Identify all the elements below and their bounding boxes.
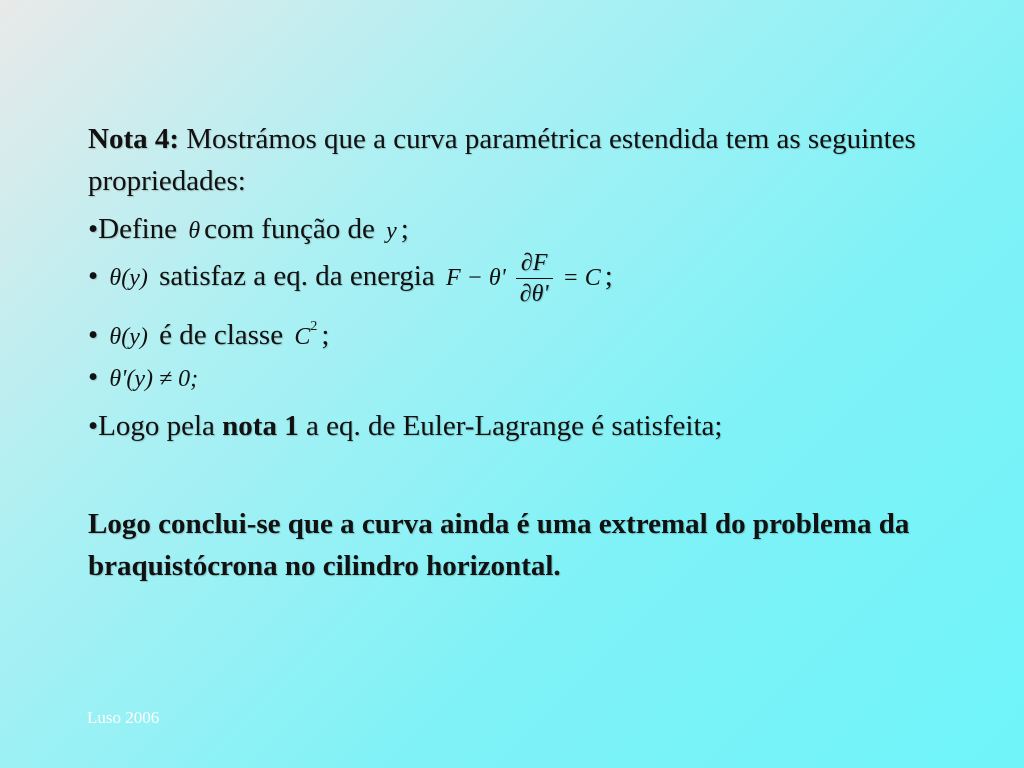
class-c-symbol bbox=[294, 319, 318, 350]
bullet-energy-dot: • bbox=[88, 260, 99, 293]
class-c-letter: C bbox=[294, 324, 311, 350]
bullet-derivative bbox=[88, 356, 948, 400]
bullet-class-semicolon: ; bbox=[321, 319, 330, 351]
footer-text: Luso 2006 bbox=[87, 708, 160, 727]
theta-prime-nonzero: θ'(y) ≠ 0; bbox=[109, 366, 199, 392]
bullet-define-mid: com função de bbox=[204, 213, 375, 245]
nota1-reference: nota 1 bbox=[222, 410, 299, 442]
bullet-energy-semicolon: ; bbox=[604, 260, 613, 293]
bullet-define bbox=[88, 208, 948, 252]
theta-symbol: θ bbox=[188, 218, 201, 244]
bullet-class bbox=[88, 306, 948, 358]
energy-lhs: F − θ' bbox=[445, 265, 506, 292]
class-exponent: 2 bbox=[310, 319, 318, 334]
bullet-euler-pre: •Logo pela bbox=[88, 410, 215, 442]
bullet-euler-post: a eq. de Euler-Lagrange é satisfeita; bbox=[305, 410, 723, 442]
nota4-label: Nota 4: bbox=[88, 123, 180, 155]
bullet-class-dot: • bbox=[88, 319, 99, 351]
theta-of-y-class: θ(y) bbox=[109, 324, 148, 350]
theta-of-y: θ(y) bbox=[109, 265, 148, 292]
energy-rhs: = C bbox=[562, 265, 601, 292]
fraction-denominator: ∂θ' bbox=[519, 281, 549, 307]
bullet-define-pre: •Define bbox=[88, 213, 178, 245]
fraction-numerator: ∂F bbox=[516, 250, 553, 279]
bullet-energy bbox=[88, 250, 948, 307]
y-symbol: y bbox=[386, 218, 397, 244]
conclusion-text: Logo conclui-se que a curva ainda é uma extremal do problema da braquistócrona no cilindro horizontal. bbox=[88, 508, 910, 582]
bullet-derivative-dot: • bbox=[88, 361, 99, 393]
nota4-paragraph bbox=[88, 118, 948, 202]
bullet-energy-text: satisfaz a eq. da energia bbox=[159, 260, 435, 293]
bullet-define-semicolon: ; bbox=[400, 213, 409, 245]
partial-fraction bbox=[516, 250, 553, 307]
bullet-euler-lagrange bbox=[88, 405, 948, 447]
nota4-text: Mostrámos que a curva paramétrica estendida tem as seguintes propriedades: bbox=[88, 123, 916, 197]
bullet-class-text: é de classe bbox=[159, 319, 284, 351]
